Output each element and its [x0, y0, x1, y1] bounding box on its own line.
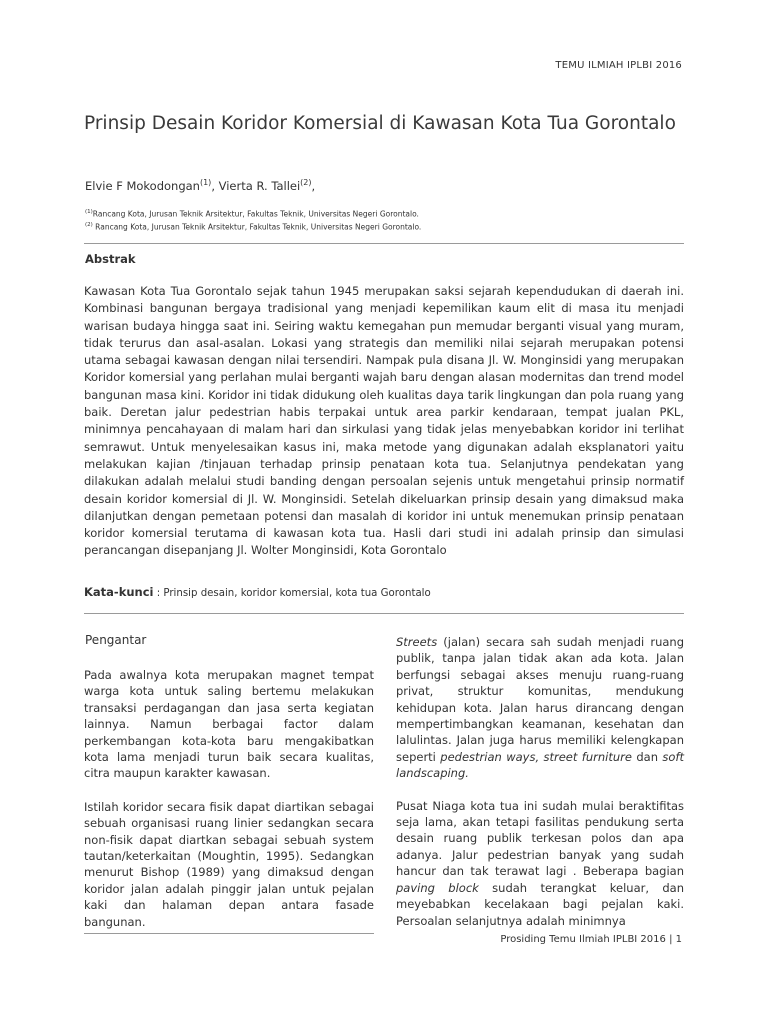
affil-marker: (1)	[85, 209, 93, 215]
paper-title: Prinsip Desain Koridor Komersial di Kawasan Kota Tua Gorontalo	[84, 113, 676, 134]
section-heading-pengantar: Pengantar	[85, 633, 147, 647]
affiliation-line	[85, 209, 419, 219]
affil-marker: (2)	[85, 222, 93, 228]
author-affil-marker: (2)	[300, 178, 312, 187]
paragraph	[396, 634, 684, 782]
keywords-text: Prinsip desain, koridor komersial, kota tua Gorontalo	[163, 588, 431, 599]
paragraph-text: Pusat Niaga kota tua ini sudah mulai beraktifitas seja lama, akan tetapi fasilitas pendukung serta desain ruang publik terkesan polos dan apa adanya. Jalur pedestrian banyak yang sudah hancur dan tak terawat lagi . Beberapa bagian	[396, 798, 684, 879]
column-divider	[84, 933, 374, 934]
emphasis: Streets	[396, 635, 438, 649]
paragraph: Pada awalnya kota merupakan magnet tempat warga kota untuk saling bertemu melakukan transaksi perdagangan dan jasa serta kegiatan lainnya. Namun berbagai factor dalam perkembangan kota-kota baru mengakibatkan kota lama menjadi turun baik secara kualitas, citra maupun karakter kawasan.	[84, 668, 374, 781]
paragraph-text: sudah terangkat keluar, dan meyebabkan kecelakaan bagi pejalan kaki. Persoalan selanjutnya adalah minimnya	[396, 880, 684, 928]
divider	[84, 243, 684, 244]
emphasis: soft landscaping.	[396, 749, 684, 781]
emphasis: pedestrian ways, street furniture	[440, 749, 632, 764]
page-footer	[500, 934, 682, 945]
footer-separator: |	[665, 934, 676, 945]
running-header: TEMU ILMIAH IPLBI 2016	[555, 60, 682, 71]
paragraph: Istilah koridor secara fisik dapat diartikan sebagai sebuah organisasi ruang linier sedangkan secara non-fisik dapat diartkan sebagai sebuah system tautan/keterkaitan (Moughtin, 1995). Sedangkan menurut Bishop (1989) yang dimaksud dengan koridor jalan adalah pinggir jalan untuk pejalan kaki dan halaman depan antara fasade bangunan.	[84, 799, 374, 929]
affil-text: Rancang Kota, Jurusan Teknik Arsitektur, Fakultas Teknik, Universitas Negeri Gorontalo.	[92, 222, 422, 232]
author-affil-marker: (1)	[199, 178, 212, 187]
paragraph	[396, 798, 684, 929]
affiliation-line	[85, 222, 421, 232]
divider	[84, 613, 684, 614]
abstract-body: Kawasan Kota Tua Gorontalo sejak tahun 1945 merupakan saksi sejarah kependudukan di daerah ini. Kombinasi bangunan bergaya tradisional yang menjadi kepemilikan kaum elit di masa itu menjadi warisan budaya hingga saat ini. Seiring waktu kemegahan pun memudar berganti visual yang muram, tidak terurus dan asal-asalan. Lokasi yang strategis dan memiliki nilai sejarah merupakan potensi utama sebagai kawasan dengan nilai tersendiri. Nampak pula disana Jl. W. Monginsidi yang merupakan Koridor komersial yang perlahan mulai berganti wajah baru dengan alasan modernitas dan trend model bangunan masa kini. Koridor ini tidak didukung oleh kualitas daya tarik lingkungan dan pola ruang yang baik. Deretan jalur pedestrian habis terpakai untuk area parkir kendaraan, tempat jualan PKL, minimnya pencahayaan di malam hari dan sirkulasi yang tidak jelas menyebabkan koridor ini terlihat semrawut. Untuk menyelesaikan kasus ini, maka metode yang digunakan adalah eksplanatori yaitu melakukan kajian /tinjauan terhadap prinsip penataan kota tua. Selanjutnya pendekatan yang dilakukan adalah melalui studi banding dengan persoalan sejenis untuk mengetahui prinsip normatif desain koridor komersial di Jl. W. Monginsidi. Setelah dikeluarkan prinsip desain yang dimaksud maka dilanjutkan dengan pemetaan potensi dan masalah di koridor ini untuk menemukan prinsip penataan koridor komersial terutama di kawasan kota tua. Hasli dari studi ini adalah prinsip dan simulasi perancangan disepanjang Jl. Wolter Monginsidi, Kota Gorontalo	[84, 284, 684, 558]
keywords	[84, 585, 431, 599]
left-column	[84, 667, 374, 930]
paragraph-text: dan	[631, 749, 663, 764]
right-column	[396, 634, 684, 929]
paragraph-text: (jalan) secara sah sudah menjadi ruang publik, tanpa jalan tidak akan ada kota. Jalan berfungsi sebagai akses menuju ruang-ruang privat, struktur komunitas, mendukung kehidupan kota. Jalan harus dirancang dengan mempertimbangkan keamanan, kesehatan dan lalulintas. Jalan juga harus memiliki kelengkapan seperti	[396, 635, 684, 764]
author-name: Elvie F Mokodongan	[85, 178, 200, 193]
author-name: Vierta R. Tallei	[218, 178, 301, 193]
keywords-separator: :	[153, 588, 164, 599]
page-number: 1	[675, 934, 682, 945]
affil-text: Rancang Kota, Jurusan Teknik Arsitektur, Fakultas Teknik, Universitas Negeri Gorontalo.	[92, 209, 419, 219]
footer-text: Prosiding Temu Ilmiah IPLBI 2016	[500, 934, 666, 945]
emphasis: paving block	[396, 880, 479, 895]
keywords-label: Kata-kunci	[84, 585, 154, 599]
abstract-heading: Abstrak	[85, 252, 136, 266]
author-list: Elvie F Mokodongan$^{(1)}$, Vierta R. Tallei$^{(2)}$,	[85, 178, 316, 193]
